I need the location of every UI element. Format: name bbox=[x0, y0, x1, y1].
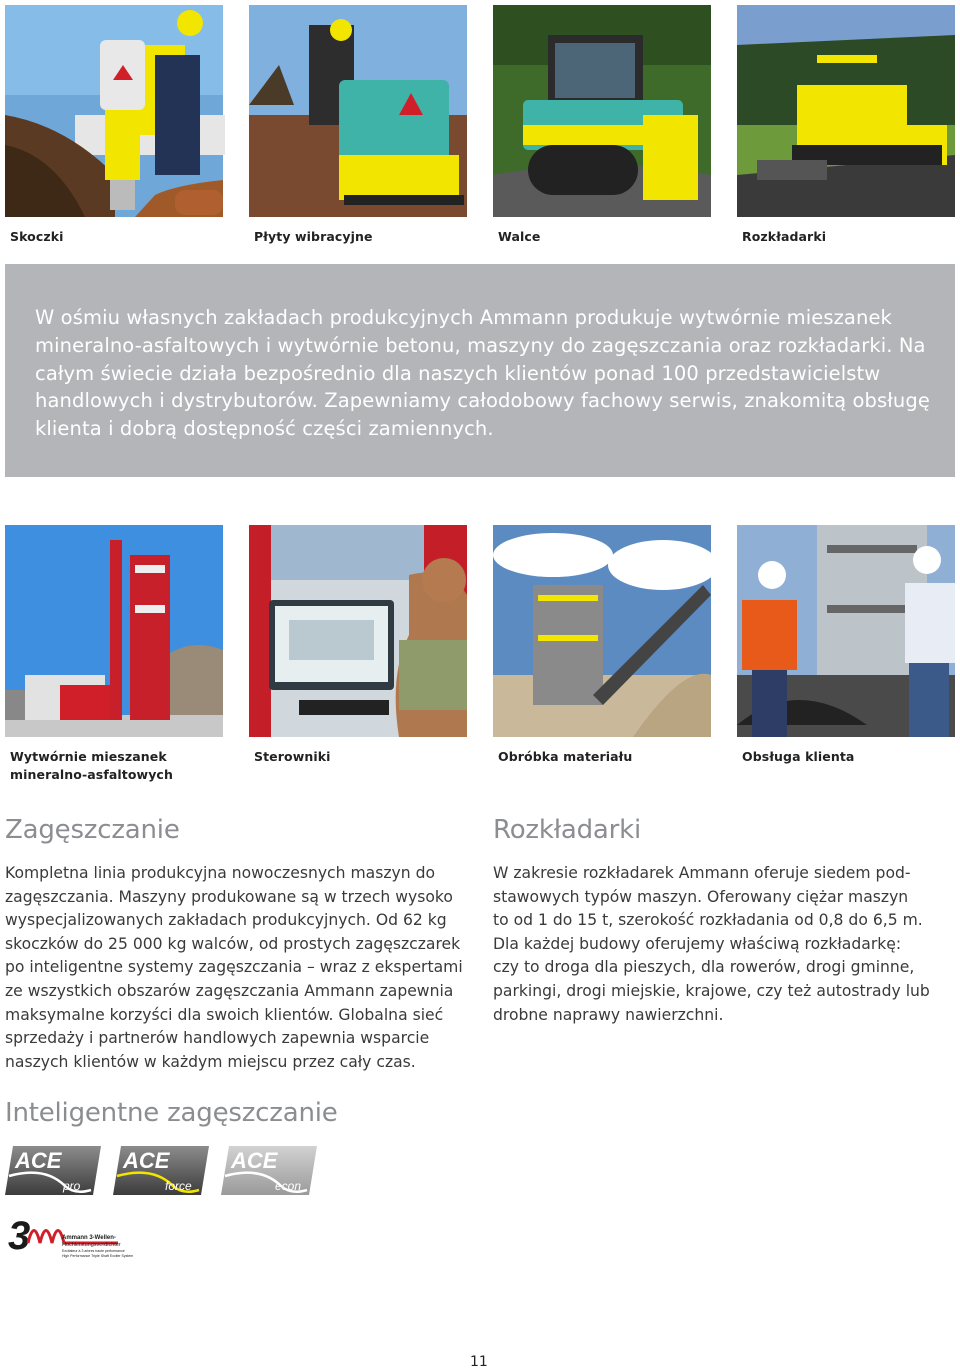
pavers-line: parkingi, drogi miejskie, krajowe, czy też autostrady lub bbox=[493, 981, 930, 1000]
caption-rollers: Walce bbox=[498, 229, 541, 244]
pavers-line: drobne naprawy nawierzchni. bbox=[493, 1005, 724, 1024]
caption-material-processing: Obróbka materiału bbox=[498, 749, 633, 764]
pavers-line: W zakresie rozkładarek Ammann oferuje siedem pod- bbox=[493, 864, 911, 882]
compaction-heading: Zagęszczanie bbox=[5, 815, 180, 845]
roller-photo bbox=[493, 5, 711, 217]
triple-shaft-line3: Excitateur à 3 arbres haute performance bbox=[62, 1249, 125, 1253]
compaction-line: po inteligentne systemy zagęszczania – wraz z ekspertami bbox=[5, 958, 463, 977]
compaction-line: skoczków do 25 000 kg walców, od prostych zagęszczarek bbox=[5, 934, 461, 953]
caption-plates: Płyty wibracyjne bbox=[254, 229, 373, 244]
material-processing-photo bbox=[493, 525, 711, 737]
compaction-line: zagęszczania. Maszyny produkowane są w trzech wysoko bbox=[5, 887, 453, 906]
caption-rammers: Skoczki bbox=[10, 229, 64, 244]
page-number: 11 bbox=[470, 1354, 488, 1370]
caption-asphalt-plants-line2: mineralno-asfaltowych bbox=[10, 767, 173, 782]
triple-shaft-line2: Hochleistungsverdichter bbox=[62, 1242, 121, 1248]
pavers-heading: Rozkładarki bbox=[493, 815, 642, 845]
compaction-line: wyspecjalizowanych zakładach produkcyjnych. Od 62 kg bbox=[5, 911, 447, 930]
ace-econ-word: ACE bbox=[231, 1148, 278, 1173]
intro-box bbox=[5, 264, 955, 477]
ace-force-suffix: force bbox=[165, 1179, 192, 1193]
compaction-line: naszych klientów w każdym miejscu przez cały czas. bbox=[5, 1052, 416, 1071]
caption-asphalt-plants-line1: Wytwórnie mieszanek bbox=[10, 749, 167, 764]
triple-shaft-line4: High Performance Triple Shaft Exciter System bbox=[62, 1254, 134, 1258]
compaction-line: ze wszystkich obszarów zagęszczania Ammann zapewnia bbox=[5, 981, 454, 1000]
pavers-text bbox=[493, 862, 953, 1027]
triple-shaft-line1: Ammann 3-Wellen- bbox=[62, 1235, 116, 1241]
control-system-photo bbox=[249, 525, 467, 737]
compaction-line: sprzedaży i partnerów handlowych zapewnia wsparcie bbox=[5, 1029, 430, 1048]
asphalt-plant-photo bbox=[5, 525, 223, 737]
ace-pro-word: ACE bbox=[15, 1148, 62, 1173]
ace-force-logo bbox=[113, 1146, 209, 1195]
customer-service-photo bbox=[737, 525, 955, 737]
ace-econ-suffix: econ bbox=[275, 1179, 302, 1193]
ace-force-word: ACE bbox=[123, 1148, 170, 1173]
paver-photo bbox=[737, 5, 955, 217]
pavers-line: czy to droga dla pieszych, dla rowerów, drogi gminne, bbox=[493, 958, 915, 977]
triple-shaft-exciter-logo bbox=[8, 1213, 134, 1263]
compaction-line: Kompletna linia produkcyjna nowoczesnych maszyn do bbox=[5, 864, 436, 882]
intro-text: W ośmiu własnych zakładach produkcyjnych Ammann produkuje wytwórnie mieszanek mineralno-asfaltowych i wytwórnie betonu, maszyny do zagęszczania oraz rozkładarki. Na całym świecie działa bezpośrednio dla naszych klientów ponad 100 przedstawicielstw handlowych i dystrybutorów. Zapewniamy całodobowy fachowy serwis, znakomitą obsługę klienta i dobrą dostępność części zamiennych. bbox=[35, 306, 930, 441]
caption-pavers: Rozkładarki bbox=[742, 229, 827, 244]
compaction-text bbox=[5, 862, 465, 1074]
caption-customer-service: Obsługa klienta bbox=[742, 749, 855, 764]
intelligent-compaction-heading: Inteligentne zagęszczanie bbox=[5, 1098, 338, 1128]
caption-controls: Sterowniki bbox=[254, 749, 331, 764]
compaction-line: maksymalne korzyści dla swoich klientów. Globalna sieć bbox=[5, 1005, 444, 1024]
triple-shaft-numeral: 3 bbox=[8, 1214, 31, 1258]
rammer-photo bbox=[5, 5, 223, 217]
pavers-line: stawowych typów maszyn. Oferowany ciężar maszyn bbox=[493, 887, 909, 906]
pavers-line: Dla każdej budowy oferujemy właściwą rozkładarkę: bbox=[493, 934, 902, 953]
ace-pro-suffix: pro bbox=[63, 1179, 81, 1193]
ace-pro-logo bbox=[5, 1146, 101, 1195]
ace-econ-logo bbox=[221, 1146, 317, 1195]
caption-asphalt-plants bbox=[10, 748, 173, 784]
pavers-line: to od 1 do 15 t, szerokość rozkładania od 0,8 do 6,5 m. bbox=[493, 911, 923, 930]
vibratory-plate-photo bbox=[249, 5, 467, 217]
